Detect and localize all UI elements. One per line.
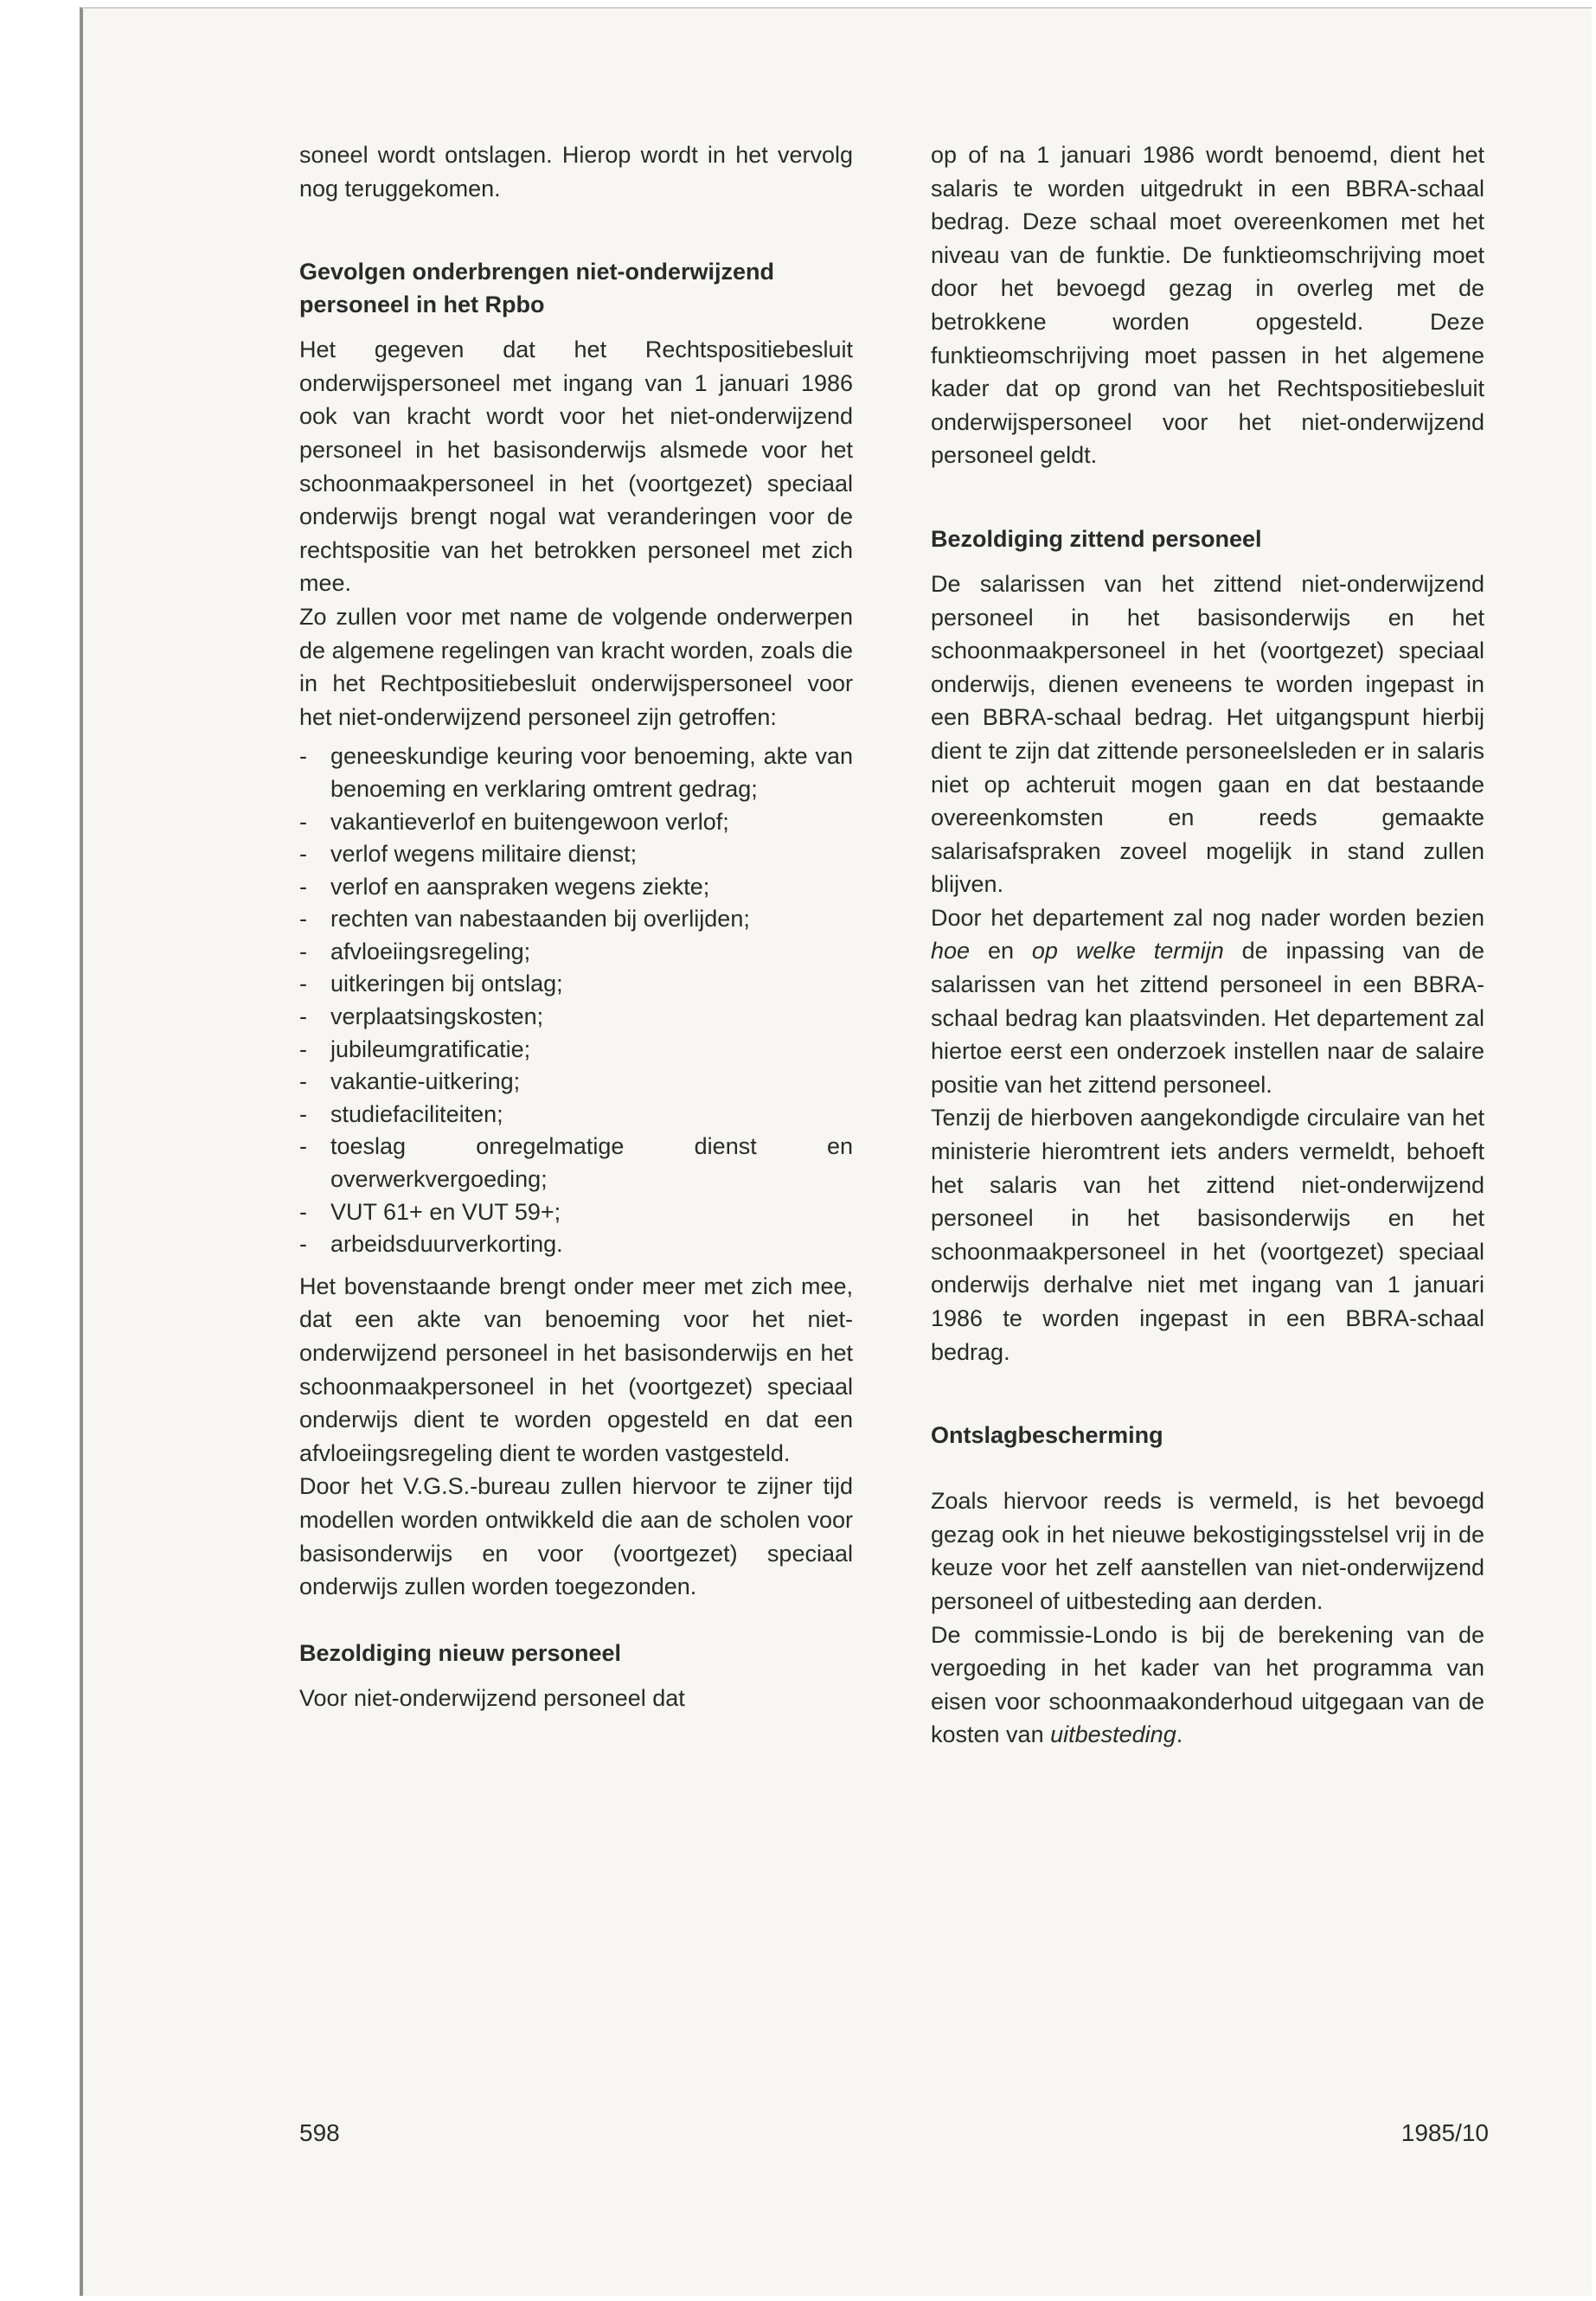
paragraph: De salarissen van het zittend niet-onderwijzend personeel in het basisonderwijs en het schoonmaakpersoneel in het (voortgezet) speciaal onderwijs, dienen eveneens te worden ingepast in een BBRA-schaal bedrag. Het uitgangspunt hierbij dient te zijn dat zittende personeelsleden er in salaris niet op achteruit mogen gaan en dat bestaande overeenkomsten en reeds gemaakte salarisafspraken zoveel mogelijk in stand zullen blijven.: [931, 570, 1484, 898]
section-heading-ontslagbescherming: Ontslagbescherming: [931, 1422, 1163, 1449]
text-run: en: [970, 938, 1032, 965]
left-column: [299, 138, 853, 1715]
list-item: - verlof en aanspraken wegens ziekte;: [299, 871, 853, 904]
paragraph: Zo zullen voor met name de volgende onderwerpen de algemene regelingen van kracht worden, zoals die in het Rechtpositiebesluit onderwijspersoneel voor het niet-onderwijzend personeel zijn getroffen:: [299, 603, 853, 730]
right-column: [931, 138, 1484, 1752]
text-run: de inpassing van de salarissen van het zittend personeel in een BBRA-schaal bedrag kan plaatsvinden. Het departement zal hiertoe eerst een onderzoek instellen naar de salaire positie van het zittend personeel.: [931, 938, 1484, 1098]
issue-number: 1985/10: [1401, 2119, 1489, 2146]
paragraph: Het gegeven dat het Rechtspositiebesluit onderwijspersoneel met ingang van 1 januari 1986 ook van kracht wordt voor het niet-onderwijzend personeel in het basisonderwijs alsmede voor het schoonmaakpersoneel in het (voortgezet) speciaal onderwijs brengt nogal wat veranderingen voor de rechtspositie van het betrokken personeel met zich mee.: [299, 336, 853, 597]
list-item: - jubileumgratificatie;: [299, 1034, 853, 1067]
list-item: - vakantie-uitkering;: [299, 1066, 853, 1099]
paragraph-continuation: soneel wordt ontslagen. Hierop wordt in het vervolg nog teruggekomen.: [299, 142, 853, 202]
list-item: - verlof wegens militaire dienst;: [299, 838, 853, 871]
list-item: - verplaatsingskosten;: [299, 1001, 853, 1034]
list-item: - afvloeiingsregeling;: [299, 936, 853, 969]
list-item: - VUT 61+ en VUT 59+;: [299, 1196, 853, 1229]
topic-list: [299, 740, 853, 1261]
paragraph: Voor niet-onderwijzend personeel dat: [299, 1684, 685, 1711]
paragraph: Tenzij de hierboven aangekondigde circulaire van het ministerie hieromtrent iets anders vermeldt, behoeft het salaris van het zittend niet-onderwijzend personeel in het basisonderwijs en het schoonmaakpersoneel in het (voortgezet) speciaal onderwijs derhalve niet met ingang van 1 januari 1986 te worden ingepast in een BBRA-schaal bedrag.: [931, 1105, 1484, 1365]
list-item: - uitkeringen bij ontslag;: [299, 968, 853, 1001]
section-heading-gevolgen: Gevolgen onderbrengen niet-onderwijzend personeel in het Rpbo: [299, 259, 775, 318]
page-number: 598: [299, 2119, 340, 2146]
emphasis: uitbesteding: [1050, 1721, 1176, 1748]
list-item: - arbeidsduurverkorting.: [299, 1228, 853, 1261]
list-item: - studiefaciliteiten;: [299, 1099, 853, 1131]
paragraph: Het bovenstaande brengt onder meer met zich mee, dat een akte van benoeming voor het niet-onderwijzend personeel in het basisonderwijs en het schoonmaakpersoneel in het (voortgezet) speciaal onderwijs dient te worden opgesteld en dat een afvloeiingsregeling dient te worden vastgesteld.: [299, 1272, 853, 1466]
emphasis: hoe: [931, 938, 971, 965]
list-item: - vakantieverlof en buitengewoon verlof;: [299, 806, 853, 839]
emphasis: op welke termijn: [1031, 938, 1224, 965]
paragraph: [931, 901, 1484, 1102]
text-run: Door het departement zal nog nader worden bezien: [931, 904, 1484, 931]
section-heading-bezoldiging-nieuw: Bezoldiging nieuw personeel: [299, 1639, 622, 1666]
text-run: De commissie-Londo is bij de berekening van de vergoeding in het kader van het programma van eisen voor schoonmaakonderhoud uitgegaan van de kosten van: [931, 1621, 1484, 1748]
section-heading-bezoldiging-zittend: Bezoldiging zittend personeel: [931, 525, 1262, 552]
paragraph: op of na 1 januari 1986 wordt benoemd, dient het salaris te worden uitgedrukt in een BBRA-schaal bedrag. Deze schaal moet overeenkomen met het niveau van de funktie. De funktieomschrijving moet door het bevoegd gezag in overleg met de betrokkene worden opgesteld. Deze funktieomschrijving moet passen in het algemene kader dat op grond van het Rechtspositiebesluit onderwijspersoneel voor het niet-onderwijzend personeel geldt.: [931, 142, 1484, 469]
paragraph: Door het V.G.S.-bureau zullen hiervoor te zijner tijd modellen worden ontwikkeld die aan de scholen voor basisonderwijs en voor (voortgezet) speciaal onderwijs zullen worden toegezonden.: [299, 1473, 853, 1600]
list-item: - geneeskundige keuring voor benoeming, akte van benoeming en verklaring omtrent gedrag;: [299, 740, 853, 805]
list-item: - toeslag onregelmatige dienst en overwerkvergoeding;: [299, 1131, 853, 1195]
text-run: .: [1176, 1721, 1183, 1748]
paragraph: Zoals hiervoor reeds is vermeld, is het bevoegd gezag ook in het nieuwe bekostigingsstelsel vrij in de keuze voor het zelf aanstellen van niet-onderwijzend personeel of uitbesteding aan derden.: [931, 1488, 1484, 1614]
scanned-page: [80, 7, 1592, 2296]
paragraph: [931, 1618, 1484, 1752]
list-item: - rechten van nabestaanden bij overlijden;: [299, 903, 853, 936]
